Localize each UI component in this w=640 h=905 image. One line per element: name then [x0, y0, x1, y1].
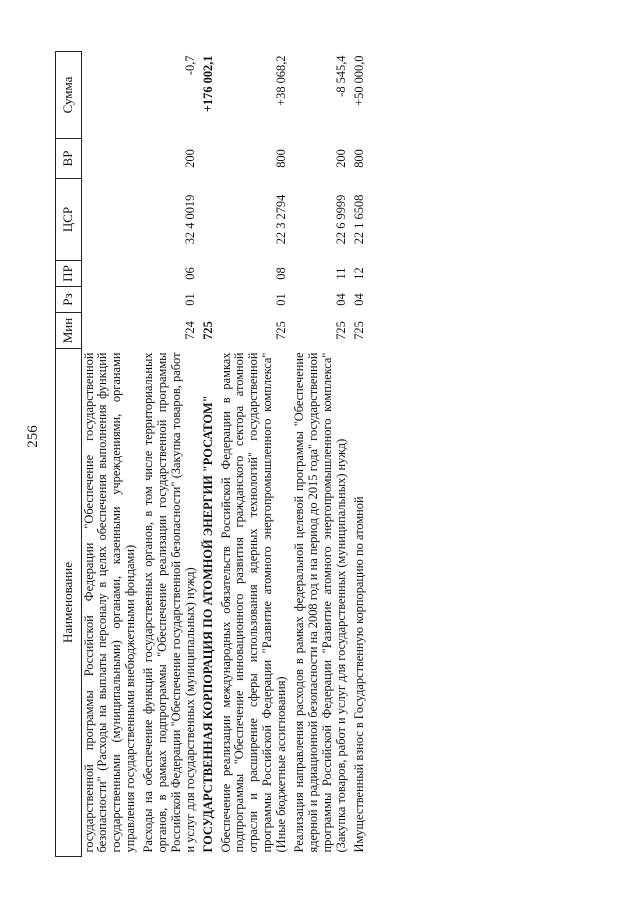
row-vr: 200: [182, 149, 197, 168]
row-rz: 01: [274, 293, 289, 306]
row-csr: 22 3 2794: [274, 194, 289, 245]
rotated-page-content: [55, 52, 595, 857]
row-rz: 01: [182, 293, 197, 306]
row-name: государственной программы Российской Федерации "Обеспечение государственной безопасности" (Расходы на выплаты персоналу в целях обеспечения выполнения функций государственными (муниципальными) органами, казенными учреждениями, органами управления государственными внебюджетными фондами): [81, 352, 138, 853]
table-row: [351, 52, 369, 857]
header-csr: ЦСР: [56, 179, 82, 261]
row-rz: 04: [351, 293, 366, 306]
row-rz: [81, 287, 140, 313]
header-vr: ВР: [56, 139, 82, 179]
row-csr: 22 1 6508: [351, 194, 366, 245]
row-min: 725: [274, 321, 289, 340]
page-number: 256: [24, 425, 41, 448]
row-min: 724: [182, 321, 197, 340]
row-min: 725: [200, 321, 215, 340]
row-csr: 32 4 0019: [182, 194, 197, 245]
row-pr: 12: [351, 267, 366, 280]
row-pr: [200, 261, 218, 287]
table-row: [291, 52, 351, 857]
row-sum: [81, 52, 140, 139]
row-sum: +176 002,1: [200, 55, 215, 113]
row-min: 725: [351, 321, 366, 340]
row-csr: 22 6 9999: [333, 194, 348, 245]
table-header-row: [56, 52, 82, 857]
row-pr: 11: [333, 267, 348, 280]
header-name: Наименование: [56, 349, 82, 857]
row-rz: [200, 287, 218, 313]
header-pr: ПР: [56, 261, 82, 287]
row-name: ГОСУДАРСТВЕННАЯ КОРПОРАЦИЯ ПО АТОМНОЙ ЭНЕРГИИ "РОСАТОМ": [200, 395, 215, 853]
row-pr: [81, 261, 140, 287]
row-min: 725: [333, 321, 348, 340]
budget-table: [55, 51, 368, 857]
header-rz: Рз: [56, 287, 82, 313]
row-sum: -8 545,4: [333, 55, 348, 97]
row-csr: [200, 179, 218, 261]
row-vr: 800: [274, 149, 289, 168]
row-pr: 06: [182, 267, 197, 280]
row-sum: -0,7: [182, 55, 197, 76]
row-name: Реализация направления расходов в рамках федеральной целевой программы "Обеспечение ядерной и радиационной безопасности на 2008 год и на период до 2015 года" государственной программы Российской Федерации "Развитие атомного энергопромышленного комплекса" (Закупка товаров, работ и услуг для государственных (муниципальных) нужд): [292, 352, 348, 853]
table-row: [140, 52, 200, 857]
row-vr: [81, 139, 140, 179]
table-row: [81, 52, 140, 857]
row-sum: +50 000,0: [351, 55, 366, 106]
row-name: Обеспечение реализации международных обязательств Российской Федерации в рамках подпрограммы "Обеспечение инновационного развития гражданского сектора атомной отрасли и расширение сферы использования ядерных технологий" государственной программы Российской Федерации "Развитие атомного энергопромышленного комплекса" (Иные бюджетные ассигнования): [218, 352, 289, 853]
row-pr: 08: [274, 267, 289, 280]
row-name: Имущественный взнос в Государственную корпорацию по атомной: [351, 496, 366, 853]
table-row: [218, 52, 291, 857]
header-min: Мин: [56, 313, 82, 349]
row-csr: [81, 179, 140, 261]
row-sum: +38 068,2: [274, 55, 289, 106]
table-row: [200, 52, 218, 857]
row-vr: 800: [351, 149, 366, 168]
row-vr: 200: [333, 149, 348, 168]
row-min: [81, 313, 140, 349]
row-vr: [200, 139, 218, 179]
header-sum: Сумма: [56, 52, 82, 139]
row-rz: 04: [333, 293, 348, 306]
row-name: Расходы на обеспечение функций государственных органов, в том числе территориальных органов, в рамках подпрограммы "Обеспечение реализации государственной программы Российской Федерации "Обеспечение государственной безопасности" (Закупка товаров, работ и услуг для государственных (муниципальных) нужд): [141, 352, 197, 853]
